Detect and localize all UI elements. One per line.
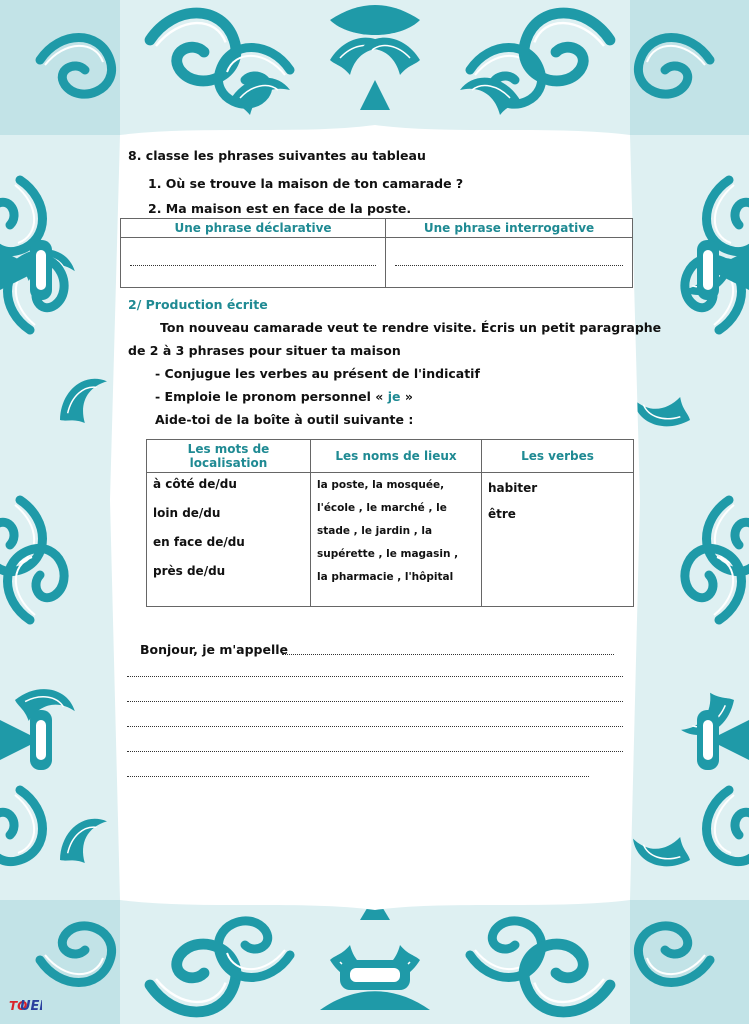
instruction-line-1: Ton nouveau camarade veut te rendre visite. Écris un petit paragraphe [160,320,662,335]
writing-line-3[interactable] [127,701,623,702]
production-heading: 2/ Production écrite [128,297,268,312]
bullet-emploie [155,389,413,404]
verbe-item: être [488,507,516,521]
lieux-line: l'école , le marché , le [317,502,447,514]
writing-line-1[interactable] [282,654,614,655]
localisation-item: loin de/du [153,506,221,520]
svg-text:TO: TO [9,999,28,1013]
header-localisation: Les mots de localisation [147,440,311,473]
lieux-line: stade , le jardin , la [317,525,433,537]
exercise-title: 8. classe les phrases suivantes au tableau [128,148,426,163]
header-verbes: Les verbes [482,440,634,473]
verbes-cell [482,473,634,607]
localisation-item: en face de/du [153,535,245,549]
answer-cell-declarative[interactable] [121,238,386,288]
localisation-item: à côté de/du [153,477,237,491]
site-logo [8,992,42,1018]
writing-line-6[interactable] [127,776,589,777]
logo-graphic [8,992,42,1014]
classification-table [120,218,633,288]
writing-start: Bonjour, je m'appelle [140,642,289,657]
lieux-cell [311,473,482,607]
answer-cell-interrogative[interactable] [386,238,633,288]
localisation-cell [147,473,311,607]
instruction-line-2: de 2 à 3 phrases pour situer ta maison [128,343,401,358]
toolbox-table [146,439,634,607]
col-declarative: Une phrase déclarative [121,219,386,238]
bullet-emploie-suffix: » [404,389,413,404]
svg-text:UEF: UE [20,999,40,1014]
localisation-item: près de/du [153,564,226,578]
bullet-conjugue: - Conjugue les verbes au présent de l'indicatif [155,366,480,381]
pronoun-je: je [387,389,401,404]
lieux-line: la poste, la mosquée, [317,479,445,491]
bullet-emploie-prefix: - Emploie le pronom personnel « [155,389,384,404]
writing-line-2[interactable] [127,676,623,677]
lieux-line: la pharmacie , l'hôpital [317,571,454,583]
aide-line: Aide-toi de la boîte à outil suivante : [155,412,414,427]
col-interrogative: Une phrase interrogative [386,219,633,238]
lieux-line: supérette , le magasin , [317,548,459,560]
sentence-2: 2. Ma maison est en face de la poste. [148,201,412,216]
verbe-item: habiter [488,481,538,495]
writing-line-4[interactable] [127,726,623,727]
writing-line-5[interactable] [127,751,623,752]
sentence-1: 1. Où se trouve la maison de ton camarade ? [148,176,464,191]
header-lieux: Les noms de lieux [311,440,482,473]
